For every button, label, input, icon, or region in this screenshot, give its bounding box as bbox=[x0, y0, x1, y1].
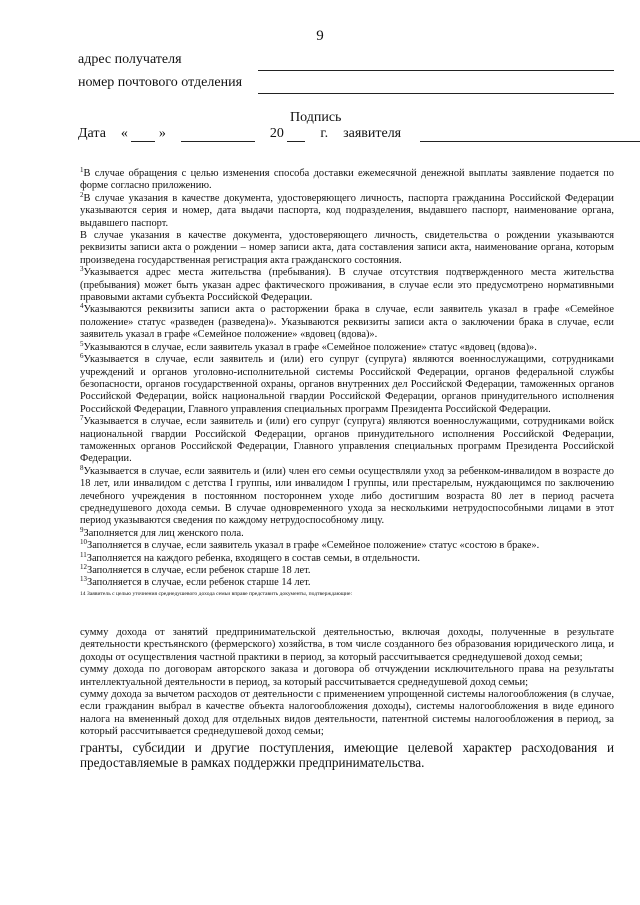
footnote-13: $^{13}$Заполняется в случае, если ребенок старше 14 лет. bbox=[80, 575, 311, 589]
date-label: Дата bbox=[78, 126, 106, 141]
quote-close: » bbox=[158, 126, 166, 141]
post-office-number-line[interactable] bbox=[258, 93, 614, 94]
quote-open: « bbox=[120, 126, 128, 141]
signature-caption: Подпись bbox=[290, 110, 342, 125]
footnote-12: $^{12}$Заполняется в случае, если ребенок старше 18 лет. bbox=[80, 563, 311, 576]
post-office-number-label: номер почтового отделения bbox=[78, 75, 243, 90]
footnote-14: 14 Заявитель с целью уточнения среднедушевого дохода семьи вправе представить документы, подтверждающие: bbox=[80, 590, 353, 597]
footnote-9: $^9$Заполняется для лиц женского пола. bbox=[80, 525, 244, 539]
footnote-11: $^{11}$Заполняется на каждого ребенка, входящего в состав семьи, в отдельности. bbox=[80, 550, 420, 564]
signature-line[interactable] bbox=[420, 129, 640, 142]
year-suffix: г. bbox=[320, 126, 329, 141]
footnote-4: $^4$Указываются реквизиты записи акта о расторжении брака в случае, если заявитель указал в графе «Семейное положение» статус «разведен (разведена)». Указываются реквизиты записи акта о заключении брака в случае, если заявитель указал в графе «Семейное положение» «вдовец (вдова)». bbox=[80, 302, 614, 341]
day-line[interactable] bbox=[131, 129, 155, 142]
footnote-1: $^1$В случае обращения с целью изменения способа доставки ежемесячной денежной выплаты заявление подается по форме согласно приложению. bbox=[80, 166, 614, 192]
income-item-tax-systems: сумму дохода за вычетом расходов от деятельности с применением упрощенной системы налогообложения (в случае, если гражданин выбрал в качестве объекта налогообложения доходы), системы налогообложения в виде единого налога на вмененный доход для отдельных видов деятельности, патентной системы налогообложения в период, за который рассчитывается среднедушевой доход семьи; bbox=[80, 689, 614, 738]
footnote-6: $^6$Указывается в случае, если заявитель и (или) его супруг (супруга) являются военнослужащими, сотрудниками учреждений и органов уголовно-исполнительной системы Российской Федерации, органов федеральной службы безопасности, органов государственной охраны, органов внутренних дел Российской Федерации, таможенных органов Российской Федерации, войск национальной гвардии Российской Федерации, органов принудительного исполнения Российской Федерации, Главного управления специальных программ Президента Российской Федерации. bbox=[80, 352, 614, 415]
footnote-8: $^8$Указывается в случае, если заявитель и (или) член его семьи осуществляли уход за ребенком-инвалидом в возрасте до 18 лет, или инвалидом с детства I группы, или инвалидом I группы, или престарелым, нуждающимся по заключению лечебного учреждения в постоянном постороннем уходе либо достигшим возраста 80 лет в период расчета среднедушевого дохода семьи. В случае одновременного ухода за несколькими нетрудоспособными лицами в этот период указываются сведения по каждому нетрудоспособному лицу. bbox=[80, 463, 614, 527]
footnote-5: $^5$Указываются в случае, если заявитель указал в графе «Семейное положение» статус «вдовец (вдова)». bbox=[80, 339, 537, 353]
income-list bbox=[80, 627, 614, 770]
footnote-3: $^3$Указывается адрес места жительства (пребывания). В случае отсутствия подтвержденного места жительства (пребывания) может быть указан адрес фактического проживания, в случае если это предусмотрено нормативными правовыми актами субъекта Российской Федерации. bbox=[80, 265, 614, 304]
income-item-business: сумму дохода от занятий предпринимательской деятельностью, включая доходы, полученные в результате деятельности крестьянского (фермерского) хозяйства, в том числе созданного без образования юридического лица, и доходы от осуществления частной практики в период, за который рассчитывается среднедушевой доход семьи; bbox=[80, 627, 614, 663]
income-item-grants: гранты, субсидии и другие поступления, имеющие целевой характер расходования и предоставляемые в рамках поддержки предпринимательства. bbox=[80, 739, 614, 771]
year-prefix: 20 bbox=[269, 126, 284, 141]
page-number: 9 bbox=[316, 28, 324, 44]
footnote-7: $^7$Указывается в случае, если заявитель и (или) его супруг (супруга) являются военнослужащими, сотрудниками войск национальной гвардии Российской Федерации, органов принудительного исполнения Российской Федерации, таможенных органов Российской Федерации, Главного управления специальных программ Президента Российской Федерации. bbox=[80, 414, 614, 465]
year-line[interactable] bbox=[287, 129, 305, 142]
recipient-address-line[interactable] bbox=[258, 70, 614, 71]
footnote-10: $^{10}$Заполняется в случае, если заявитель указал в графе «Семейное положение» статус «состою в браке». bbox=[80, 538, 540, 552]
footnotes bbox=[80, 168, 614, 599]
date-signature-row bbox=[78, 126, 618, 142]
month-line[interactable] bbox=[181, 129, 255, 142]
applicant-label: заявителя bbox=[343, 126, 402, 141]
footnote-2-continued: В случае указания в качестве документа, удостоверяющего личность, свидетельства о рождении указываются реквизиты записи акта о рождении – номер записи акта, дата составления записи акта, наименование органа, которым произведена государственная регистрация акта гражданского состояния. bbox=[80, 230, 614, 266]
income-item-author-contracts: сумму дохода по договорам авторского заказа и договора об отчуждении исключительного права на результаты интеллектуальной деятельности в период, за который рассчитывается среднедушевой доход семьи; bbox=[80, 664, 614, 688]
recipient-address-label: адрес получателя bbox=[78, 52, 182, 67]
footnote-2: $^2$В случае указания в качестве документа, удостоверяющего личность, паспорта гражданина Российской Федерации указываются серия и номер, дата выдачи паспорта, код подразделения, выдавшего паспорт, наименование органа, выдавшего паспорт. bbox=[80, 190, 614, 229]
